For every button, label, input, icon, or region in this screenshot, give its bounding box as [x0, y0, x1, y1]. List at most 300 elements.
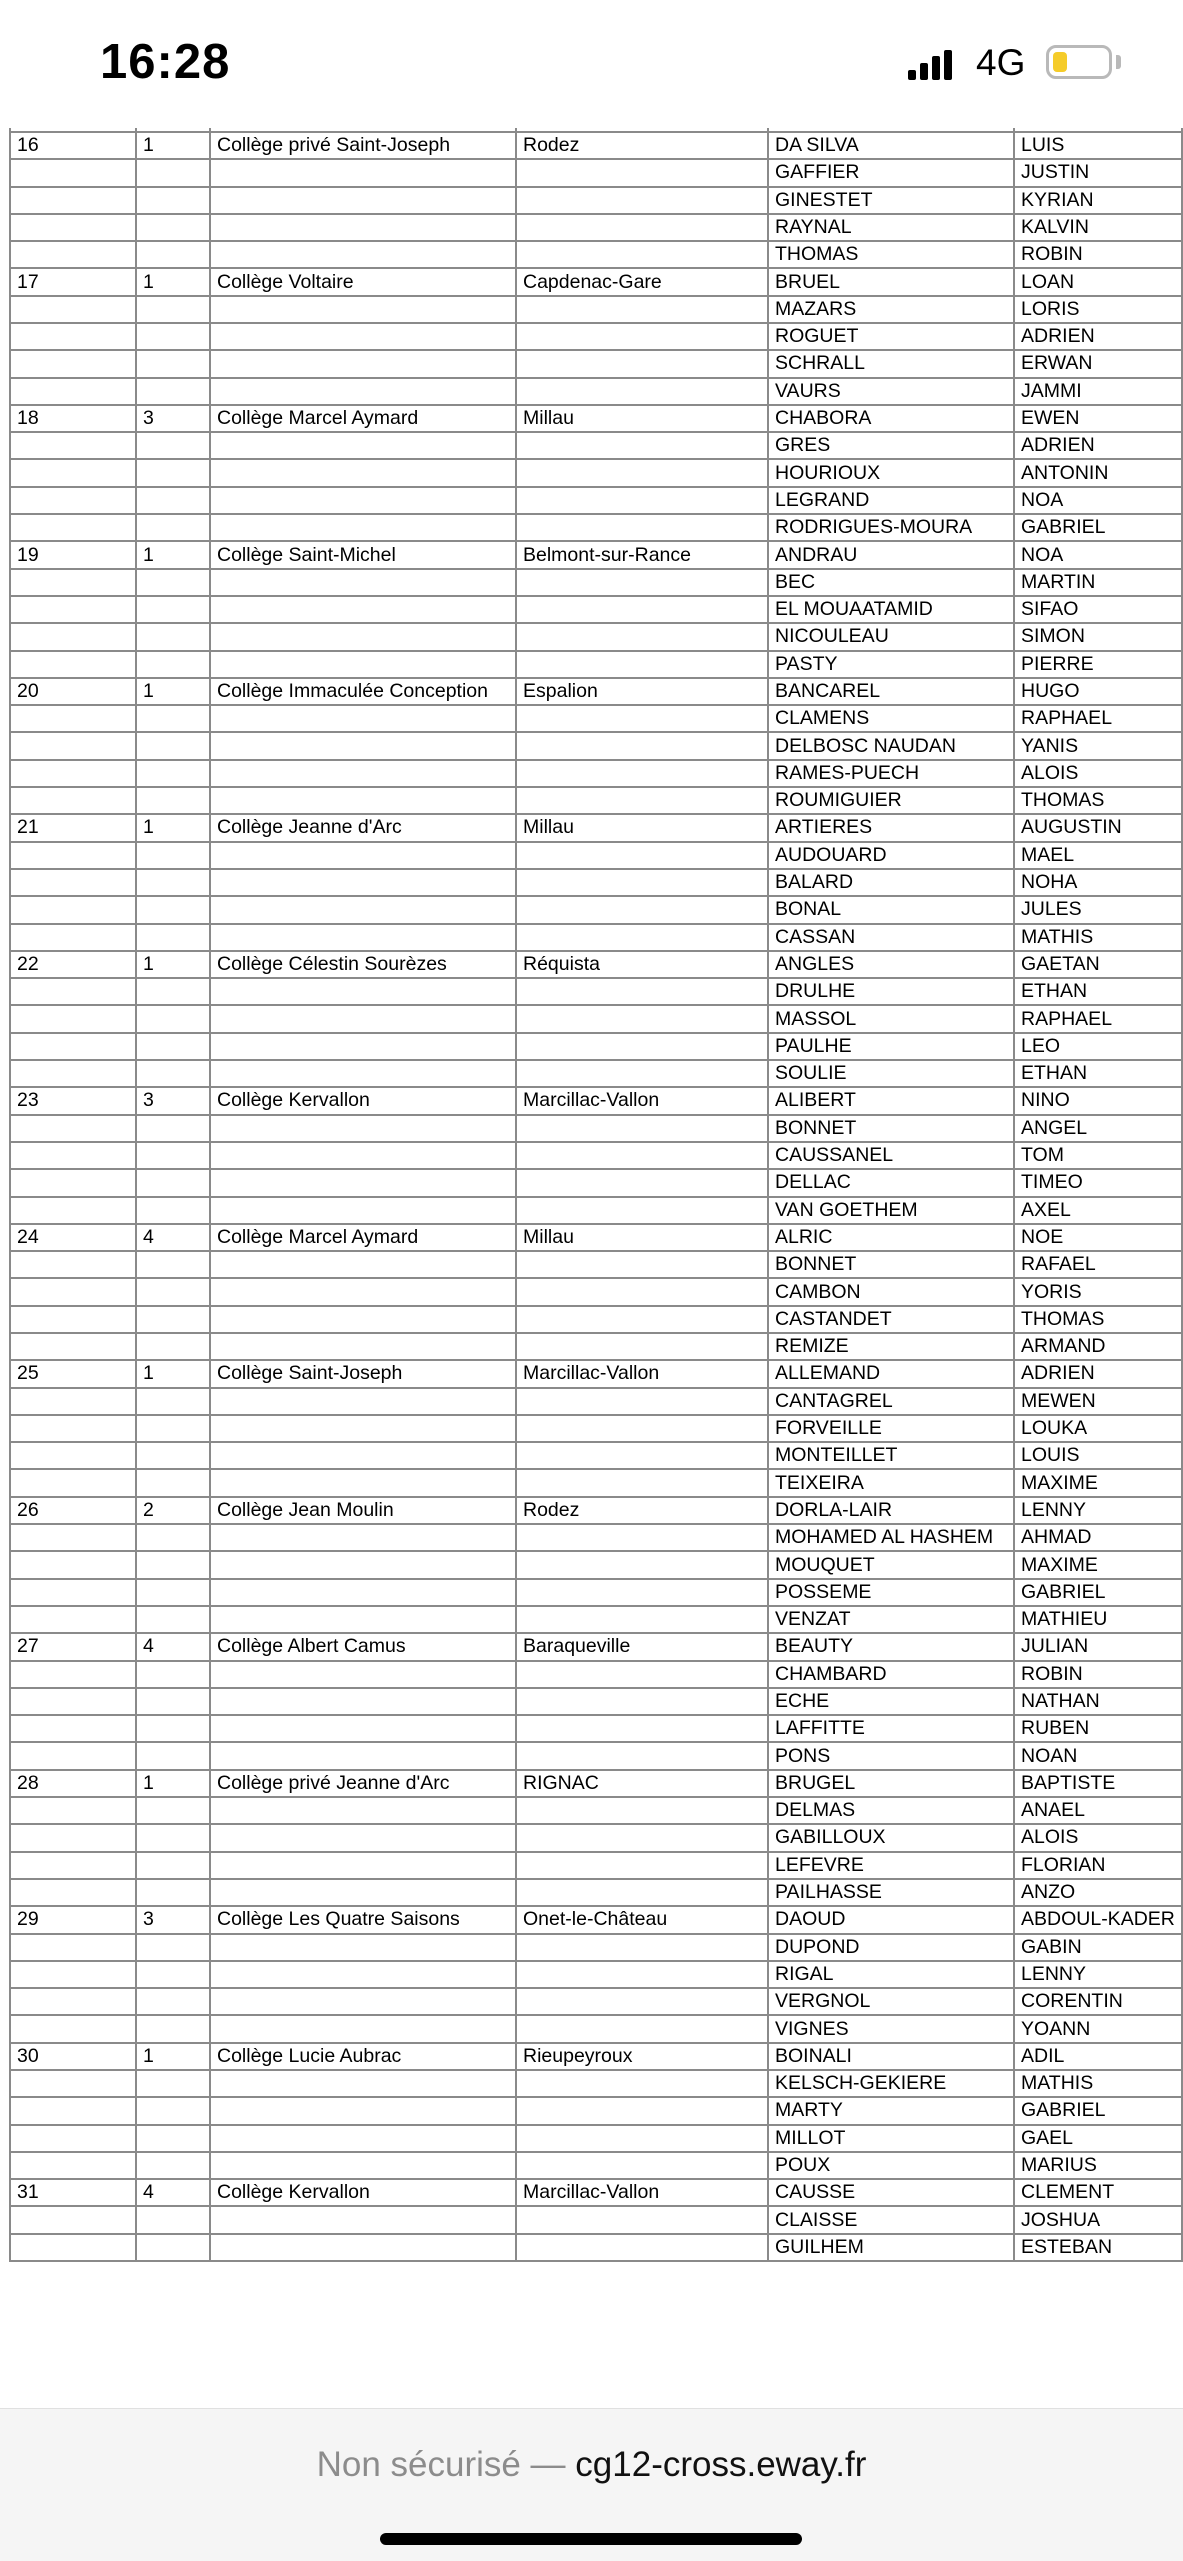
- table-row: [10, 1633, 1182, 1660]
- team-number-cell: 3: [136, 405, 210, 432]
- city-cell: [516, 1606, 768, 1633]
- last-name-cell: GAFFIER: [768, 159, 1014, 186]
- first-name-cell: RAPHAEL: [1014, 705, 1182, 732]
- last-name-cell: MASSOL: [768, 1005, 1014, 1032]
- table-row: [10, 2179, 1182, 2206]
- last-name-cell: GRES: [768, 432, 1014, 459]
- rank-cell: 25: [10, 1360, 136, 1387]
- school-cell: Collège Saint-Joseph: [210, 1360, 516, 1387]
- school-cell: [210, 1824, 516, 1851]
- team-number-cell: 4: [136, 1224, 210, 1251]
- city-cell: [516, 1060, 768, 1087]
- last-name-cell: CASTANDET: [768, 1306, 1014, 1333]
- first-name-cell: GABRIEL: [1014, 1579, 1182, 1606]
- city-cell: Rodez: [516, 1497, 768, 1524]
- rank-cell: [10, 514, 136, 541]
- team-number-cell: [136, 1688, 210, 1715]
- first-name-cell: AHMAD: [1014, 1524, 1182, 1551]
- table-row: [10, 1388, 1182, 1415]
- first-name-cell: GABIN: [1014, 1934, 1182, 1961]
- last-name-cell: VAN GOETHEM: [768, 1197, 1014, 1224]
- team-number-cell: [136, 1661, 210, 1688]
- results-table-viewport[interactable]: [0, 120, 1183, 2410]
- school-cell: [210, 514, 516, 541]
- first-name-cell: GABRIEL: [1014, 2097, 1182, 2124]
- last-name-cell: BEC: [768, 569, 1014, 596]
- rank-cell: [10, 705, 136, 732]
- rank-cell: [10, 1442, 136, 1469]
- city-cell: [516, 432, 768, 459]
- team-number-cell: [136, 2070, 210, 2097]
- first-name-cell: NOHA: [1014, 869, 1182, 896]
- team-number-cell: [136, 487, 210, 514]
- table-row: [10, 323, 1182, 350]
- team-number-cell: [136, 1988, 210, 2015]
- school-cell: [210, 187, 516, 214]
- first-name-cell: YOANN: [1014, 2015, 1182, 2042]
- table-row: [10, 2070, 1182, 2097]
- school-cell: [210, 2070, 516, 2097]
- last-name-cell: RAYNAL: [768, 214, 1014, 241]
- school-cell: [210, 842, 516, 869]
- table-row: [10, 2234, 1182, 2261]
- city-cell: [516, 514, 768, 541]
- school-cell: [210, 1060, 516, 1087]
- table-row: [10, 1770, 1182, 1797]
- rank-cell: [10, 787, 136, 814]
- table-row: [10, 651, 1182, 678]
- first-name-cell: CLEMENT: [1014, 2179, 1182, 2206]
- rank-cell: [10, 241, 136, 268]
- school-cell: Collège Marcel Aymard: [210, 405, 516, 432]
- first-name-cell: AUGUSTIN: [1014, 814, 1182, 841]
- rank-cell: [10, 1115, 136, 1142]
- city-cell: [516, 214, 768, 241]
- rank-cell: [10, 1661, 136, 1688]
- team-number-cell: [136, 760, 210, 787]
- rank-cell: [10, 651, 136, 678]
- city-cell: Capdenac-Gare: [516, 268, 768, 295]
- last-name-cell: PONS: [768, 1742, 1014, 1769]
- school-cell: [210, 2097, 516, 2124]
- table-row: [10, 432, 1182, 459]
- team-number-cell: [136, 569, 210, 596]
- team-number-cell: [136, 1469, 210, 1496]
- first-name-cell: GABRIEL: [1014, 514, 1182, 541]
- table-row: [10, 1579, 1182, 1606]
- team-number-cell: [136, 1251, 210, 1278]
- last-name-cell: HOURIOUX: [768, 459, 1014, 486]
- city-cell: Rieupeyroux: [516, 2043, 768, 2070]
- table-row: [10, 1442, 1182, 1469]
- city-cell: [516, 2097, 768, 2124]
- last-name-cell: FORVEILLE: [768, 1415, 1014, 1442]
- city-cell: [516, 869, 768, 896]
- team-number-cell: [136, 1852, 210, 1879]
- first-name-cell: MATHIS: [1014, 2070, 1182, 2097]
- table-row: [10, 132, 1182, 159]
- team-number-cell: 1: [136, 1770, 210, 1797]
- last-name-cell: MAZARS: [768, 296, 1014, 323]
- school-cell: [210, 924, 516, 951]
- team-number-cell: [136, 1033, 210, 1060]
- rank-cell: [10, 378, 136, 405]
- school-cell: [210, 1961, 516, 1988]
- team-number-cell: [136, 596, 210, 623]
- city-cell: [516, 323, 768, 350]
- first-name-cell: PIERRE: [1014, 651, 1182, 678]
- table-row: [10, 1606, 1182, 1633]
- team-number-cell: 4: [136, 1633, 210, 1660]
- school-cell: [210, 732, 516, 759]
- school-cell: [210, 1278, 516, 1305]
- first-name-cell: JOSHUA: [1014, 2206, 1182, 2233]
- city-cell: Marcillac-Vallon: [516, 1087, 768, 1114]
- city-cell: [516, 1333, 768, 1360]
- rank-cell: 23: [10, 1087, 136, 1114]
- rank-cell: 29: [10, 1906, 136, 1933]
- school-cell: [210, 1715, 516, 1742]
- battery-icon: [1046, 45, 1112, 79]
- last-name-cell: MOUQUET: [768, 1551, 1014, 1578]
- rank-cell: [10, 1169, 136, 1196]
- first-name-cell: RAFAEL: [1014, 1251, 1182, 1278]
- rank-cell: [10, 323, 136, 350]
- school-cell: Collège privé Saint-Joseph: [210, 132, 516, 159]
- team-number-cell: [136, 1388, 210, 1415]
- last-name-cell: DELBOSC NAUDAN: [768, 732, 1014, 759]
- rank-cell: [10, 1415, 136, 1442]
- last-name-cell: PAILHASSE: [768, 1879, 1014, 1906]
- table-row: [10, 978, 1182, 1005]
- last-name-cell: CANTAGREL: [768, 1388, 1014, 1415]
- table-row: [10, 1715, 1182, 1742]
- url-display[interactable]: [0, 2445, 1183, 2485]
- first-name-cell: SIMON: [1014, 623, 1182, 650]
- last-name-cell: MOHAMED AL HASHEM: [768, 1524, 1014, 1551]
- table-row: [10, 1961, 1182, 1988]
- school-cell: [210, 296, 516, 323]
- table-row: [10, 1415, 1182, 1442]
- rank-cell: 19: [10, 541, 136, 568]
- city-cell: [516, 1879, 768, 1906]
- school-cell: [210, 1879, 516, 1906]
- rank-cell: 16: [10, 132, 136, 159]
- city-cell: [516, 623, 768, 650]
- last-name-cell: TEIXEIRA: [768, 1469, 1014, 1496]
- team-number-cell: [136, 1333, 210, 1360]
- first-name-cell: ANTONIN: [1014, 459, 1182, 486]
- table-row: [10, 1469, 1182, 1496]
- first-name-cell: ALOIS: [1014, 1824, 1182, 1851]
- rank-cell: [10, 159, 136, 186]
- last-name-cell: VERGNOL: [768, 1988, 1014, 2015]
- first-name-cell: RAPHAEL: [1014, 1005, 1182, 1032]
- rank-cell: [10, 760, 136, 787]
- city-cell: [516, 459, 768, 486]
- rank-cell: [10, 1742, 136, 1769]
- last-name-cell: KELSCH-GEKIERE: [768, 2070, 1014, 2097]
- first-name-cell: KYRIAN: [1014, 187, 1182, 214]
- table-row: [10, 678, 1182, 705]
- city-cell: Réquista: [516, 951, 768, 978]
- first-name-cell: LOUIS: [1014, 1442, 1182, 1469]
- school-cell: [210, 1797, 516, 1824]
- city-cell: [516, 569, 768, 596]
- rank-cell: [10, 623, 136, 650]
- city-cell: Marcillac-Vallon: [516, 1360, 768, 1387]
- rank-cell: [10, 1524, 136, 1551]
- last-name-cell: CLAISSE: [768, 2206, 1014, 2233]
- first-name-cell: MATHIS: [1014, 924, 1182, 951]
- team-number-cell: [136, 1278, 210, 1305]
- first-name-cell: CORENTIN: [1014, 1988, 1182, 2015]
- city-cell: Marcillac-Vallon: [516, 2179, 768, 2206]
- results-table: [9, 104, 1183, 2262]
- school-cell: [210, 651, 516, 678]
- city-cell: Millau: [516, 814, 768, 841]
- team-number-cell: [136, 1934, 210, 1961]
- rank-cell: [10, 2125, 136, 2152]
- rank-cell: [10, 1988, 136, 2015]
- first-name-cell: JAMMI: [1014, 378, 1182, 405]
- city-cell: [516, 1469, 768, 1496]
- first-name-cell: YORIS: [1014, 1278, 1182, 1305]
- school-cell: [210, 1251, 516, 1278]
- table-row: [10, 1005, 1182, 1032]
- team-number-cell: [136, 1715, 210, 1742]
- table-row: [10, 1934, 1182, 1961]
- table-row: [10, 2152, 1182, 2179]
- first-name-cell: ROBIN: [1014, 1661, 1182, 1688]
- home-indicator[interactable]: [380, 2533, 802, 2545]
- school-cell: [210, 459, 516, 486]
- school-cell: [210, 1688, 516, 1715]
- team-number-cell: [136, 241, 210, 268]
- table-row: [10, 296, 1182, 323]
- school-cell: Collège Les Quatre Saisons: [210, 1906, 516, 1933]
- rank-cell: [10, 2070, 136, 2097]
- status-time: 16:28: [100, 35, 231, 89]
- city-cell: [516, 705, 768, 732]
- table-row: [10, 2015, 1182, 2042]
- school-cell: [210, 159, 516, 186]
- school-cell: [210, 1524, 516, 1551]
- team-number-cell: [136, 2015, 210, 2042]
- last-name-cell: EL MOUAATAMID: [768, 596, 1014, 623]
- school-cell: [210, 869, 516, 896]
- city-cell: [516, 1579, 768, 1606]
- rank-cell: 28: [10, 1770, 136, 1797]
- rank-cell: [10, 1333, 136, 1360]
- rank-cell: 21: [10, 814, 136, 841]
- city-cell: [516, 732, 768, 759]
- first-name-cell: ALOIS: [1014, 760, 1182, 787]
- team-number-cell: [136, 1579, 210, 1606]
- school-cell: [210, 1442, 516, 1469]
- browser-address-bar[interactable]: [0, 2408, 1183, 2561]
- table-row: [10, 541, 1182, 568]
- last-name-cell: ALRIC: [768, 1224, 1014, 1251]
- school-cell: Collège Jeanne d'Arc: [210, 814, 516, 841]
- school-cell: [210, 1115, 516, 1142]
- last-name-cell: BANCAREL: [768, 678, 1014, 705]
- team-number-cell: [136, 1824, 210, 1851]
- last-name-cell: BRUGEL: [768, 1770, 1014, 1797]
- city-cell: [516, 896, 768, 923]
- team-number-cell: [136, 1415, 210, 1442]
- table-row: [10, 924, 1182, 951]
- first-name-cell: KALVIN: [1014, 214, 1182, 241]
- status-bar: [0, 0, 1183, 128]
- first-name-cell: THOMAS: [1014, 787, 1182, 814]
- table-row: [10, 1224, 1182, 1251]
- table-row: [10, 732, 1182, 759]
- last-name-cell: RAMES-PUECH: [768, 760, 1014, 787]
- city-cell: [516, 241, 768, 268]
- table-row: [10, 514, 1182, 541]
- city-cell: [516, 296, 768, 323]
- table-row: [10, 1251, 1182, 1278]
- first-name-cell: ADRIEN: [1014, 1360, 1182, 1387]
- first-name-cell: JUSTIN: [1014, 159, 1182, 186]
- city-cell: [516, 1524, 768, 1551]
- rank-cell: 27: [10, 1633, 136, 1660]
- first-name-cell: ARMAND: [1014, 1333, 1182, 1360]
- team-number-cell: [136, 1115, 210, 1142]
- table-row: [10, 814, 1182, 841]
- school-cell: [210, 1005, 516, 1032]
- rank-cell: [10, 432, 136, 459]
- rank-cell: [10, 596, 136, 623]
- city-cell: [516, 1415, 768, 1442]
- last-name-cell: BRUEL: [768, 268, 1014, 295]
- school-cell: [210, 1033, 516, 1060]
- team-number-cell: [136, 1197, 210, 1224]
- school-cell: [210, 2015, 516, 2042]
- team-number-cell: [136, 1742, 210, 1769]
- last-name-cell: POSSEME: [768, 1579, 1014, 1606]
- school-cell: [210, 1551, 516, 1578]
- table-row: [10, 350, 1182, 377]
- city-cell: Onet-le-Château: [516, 1906, 768, 1933]
- table-row: [10, 1278, 1182, 1305]
- rank-cell: [10, 1469, 136, 1496]
- school-cell: [210, 760, 516, 787]
- city-cell: [516, 159, 768, 186]
- rank-cell: [10, 1142, 136, 1169]
- last-name-cell: CAUSSANEL: [768, 1142, 1014, 1169]
- team-number-cell: [136, 1442, 210, 1469]
- first-name-cell: ETHAN: [1014, 978, 1182, 1005]
- table-row: [10, 1360, 1182, 1387]
- school-cell: Collège Saint-Michel: [210, 541, 516, 568]
- team-number-cell: 1: [136, 2043, 210, 2070]
- last-name-cell: PAULHE: [768, 1033, 1014, 1060]
- table-row: [10, 760, 1182, 787]
- network-type: 4G: [976, 42, 1026, 83]
- city-cell: [516, 651, 768, 678]
- city-cell: [516, 2234, 768, 2261]
- last-name-cell: BONNET: [768, 1115, 1014, 1142]
- table-row: [10, 1306, 1182, 1333]
- rank-cell: [10, 1306, 136, 1333]
- school-cell: [210, 350, 516, 377]
- team-number-cell: 1: [136, 268, 210, 295]
- rank-cell: 31: [10, 2179, 136, 2206]
- last-name-cell: ANDRAU: [768, 541, 1014, 568]
- last-name-cell: LEFEVRE: [768, 1852, 1014, 1879]
- team-number-cell: [136, 1306, 210, 1333]
- team-number-cell: [136, 732, 210, 759]
- rank-cell: [10, 1033, 136, 1060]
- city-cell: [516, 1715, 768, 1742]
- city-cell: [516, 1934, 768, 1961]
- first-name-cell: NOAN: [1014, 1742, 1182, 1769]
- team-number-cell: [136, 296, 210, 323]
- team-number-cell: 1: [136, 814, 210, 841]
- rank-cell: [10, 1005, 136, 1032]
- table-row: [10, 1742, 1182, 1769]
- school-cell: [210, 432, 516, 459]
- city-cell: [516, 978, 768, 1005]
- last-name-cell: DRULHE: [768, 978, 1014, 1005]
- school-cell: [210, 2152, 516, 2179]
- school-cell: Collège Kervallon: [210, 1087, 516, 1114]
- rank-cell: [10, 1251, 136, 1278]
- school-cell: [210, 1415, 516, 1442]
- school-cell: [210, 2234, 516, 2261]
- first-name-cell: LEO: [1014, 1033, 1182, 1060]
- table-row: [10, 1551, 1182, 1578]
- table-row: [10, 214, 1182, 241]
- rank-cell: [10, 924, 136, 951]
- rank-cell: [10, 732, 136, 759]
- last-name-cell: VENZAT: [768, 1606, 1014, 1633]
- table-row: [10, 1197, 1182, 1224]
- table-row: [10, 187, 1182, 214]
- rank-cell: 20: [10, 678, 136, 705]
- last-name-cell: CHAMBARD: [768, 1661, 1014, 1688]
- table-row: [10, 623, 1182, 650]
- first-name-cell: MAXIME: [1014, 1551, 1182, 1578]
- first-name-cell: TIMEO: [1014, 1169, 1182, 1196]
- team-number-cell: 1: [136, 132, 210, 159]
- rank-cell: [10, 1060, 136, 1087]
- last-name-cell: GUILHEM: [768, 2234, 1014, 2261]
- rank-cell: 17: [10, 268, 136, 295]
- last-name-cell: REMIZE: [768, 1333, 1014, 1360]
- city-cell: [516, 1852, 768, 1879]
- last-name-cell: DORLA-LAIR: [768, 1497, 1014, 1524]
- school-cell: [210, 1333, 516, 1360]
- school-cell: Collège Immaculée Conception: [210, 678, 516, 705]
- table-row: [10, 1497, 1182, 1524]
- rank-cell: [10, 1879, 136, 1906]
- rank-cell: [10, 2206, 136, 2233]
- school-cell: [210, 487, 516, 514]
- team-number-cell: [136, 869, 210, 896]
- city-cell: [516, 1551, 768, 1578]
- last-name-cell: PASTY: [768, 651, 1014, 678]
- last-name-cell: ROUMIGUIER: [768, 787, 1014, 814]
- team-number-cell: 3: [136, 1906, 210, 1933]
- last-name-cell: GABILLOUX: [768, 1824, 1014, 1851]
- school-cell: [210, 1742, 516, 1769]
- last-name-cell: CHABORA: [768, 405, 1014, 432]
- team-number-cell: [136, 705, 210, 732]
- table-row: [10, 1333, 1182, 1360]
